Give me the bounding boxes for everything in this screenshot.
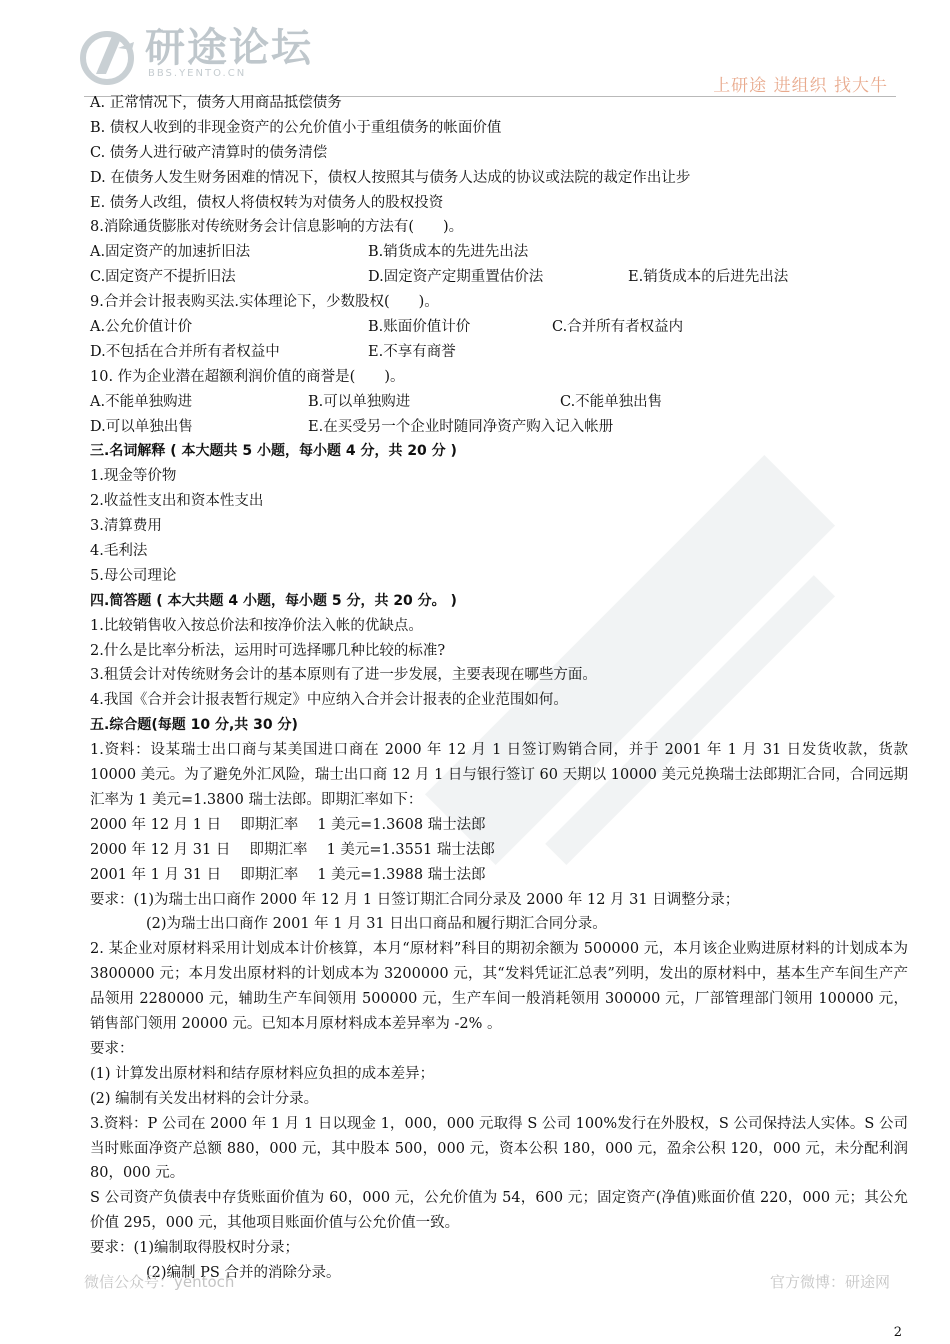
text-line: 2001 年 1 月 31 日 即期汇率 1 美元=1.3988 瑞士法郎 — [90, 866, 486, 883]
text-line: 4.毛利法 — [90, 543, 148, 560]
text-line: 3.清算费用 — [90, 518, 162, 535]
text-line — [90, 315, 908, 340]
text-line: 2000 年 12 月 31 日 即期汇率 1 美元=1.3551 瑞士法郎 — [90, 841, 495, 858]
option-text: C.固定资产不提折旧法 — [90, 269, 236, 286]
text-line: 要求： — [90, 1040, 134, 1057]
text-line: 要求：(1)编制取得股权时分录； — [90, 1240, 300, 1257]
option-text: A.不能单独购进 — [90, 393, 193, 410]
text-line — [90, 340, 908, 365]
text-line: 1.比较销售收入按总价法和按净价法入帐的优缺点。 — [90, 617, 423, 634]
text-line: 2. 某企业对原材料采用计划成本计价核算，本月“原材料”科目的期初余额为 500000 元，本月该企业购进原材料的计划成本为 3800000 元；本月发出原材料的计划成本为 3200000 元，其“发料凭证汇总表”列明，发出的原材料中，基本生产车间生产产品领用 2280000 元，辅助生产车间领用 500000 元，生产车间一般消耗领用 300000 元，厂部管理部门领用 100000 元，销售部门领用 20000 元。已知本月原材料成本差异率为 -2% 。 — [90, 941, 908, 1033]
logo-text: 研途论坛 — [145, 25, 313, 71]
option-text: E.销货成本的后进先出法 — [628, 269, 789, 286]
text-line: 2.什么是比率分析法，运用时可选择哪几种比较的标准? — [90, 642, 446, 659]
text-line: S 公司资产负债表中存货账面价值为 60，000 元，公允价值为 54，600 元；固定资产(净值)账面价值 220，000 元；其公允价值 295，000 元，其他项目账面价值与公允价值一致。 — [90, 1190, 908, 1232]
text-line — [90, 240, 908, 265]
header-slogan: 上研途 进组织 找大牛 — [713, 76, 888, 96]
yento-logo-icon — [78, 28, 140, 86]
text-line: 10. 作为企业潜在超额利润价值的商誉是( )。 — [90, 368, 405, 385]
text-line: 3.资料：P 公司在 2000 年 1 月 1 日以现金 1，000，000 元取得 S 公司 100%发行在外股权，S 公司保持法人实体。S 公司当时账面净资产总额 880，000 元，其中股本 500，000 元，资本公积 180，000 元，盈余公积 120，000 元，未分配利润 80，000 元。 — [90, 1115, 908, 1182]
text-line: 1.资料：设某瑞士出口商与某美国进口商在 2000 年 12 月 1 日签订购销合同，并于 2001 年 1 月 31 日发货收款，货款 10000 美元。为了避免外汇风险，瑞士出口商 12 月 1 日与银行签订 60 天期以 10000 美元兑换瑞士法郎期汇合同，合同远期汇率为 1 美元=1.3800 瑞士法郎。即期汇率如下： — [90, 742, 908, 808]
section-heading: 三.名词解释 ( 本大题共 5 小题，每小题 4 分，共 20 分 ) — [90, 443, 457, 460]
page-number: 2 — [893, 1325, 902, 1340]
logo-subtitle: BBS.YENTO.CN — [148, 68, 247, 79]
option-text: C.不能单独出售 — [560, 393, 663, 410]
text-line: B. 债权人收到的非现金资产的公允价值小于重组债务的帐面价值 — [90, 119, 502, 136]
text-line — [90, 265, 908, 290]
text-line: (2)为瑞士出口商作 2001 年 1 月 31 日出口商品和履行期汇合同分录。 — [146, 916, 607, 933]
text-line: 4.我国《合并会计报表暂行规定》中应纳入合并会计报表的企业范围如何。 — [90, 692, 568, 709]
footer-weibo: 官方微博：研途网 — [769, 1273, 890, 1291]
option-text: E.在买受另一个企业时随同净资产购入记入帐册 — [308, 418, 614, 435]
footer-wechat: 微信公众号：yentoch — [84, 1273, 235, 1291]
text-line: (2) 编制有关发出材料的会计分录。 — [90, 1090, 319, 1107]
text-line — [90, 415, 908, 440]
text-line: C. 债务人进行破产清算时的债务清偿 — [90, 144, 328, 161]
section-heading: 四.简答题 ( 本大共题 4 小题，每小题 5 分，共 20 分。 ) — [90, 592, 457, 609]
option-text: B.账面价值计价 — [368, 319, 471, 336]
option-text: E.不享有商誉 — [368, 343, 456, 360]
text-line — [90, 390, 908, 415]
option-text: B.可以单独购进 — [308, 393, 411, 410]
text-line: (1) 计算发出原材料和结存原材料应负担的成本差异； — [90, 1065, 435, 1082]
text-line: A. 正常情况下，债务人用商品抵偿债务 — [90, 95, 342, 111]
text-line: 要求：(1)为瑞士出口商作 2000 年 12 月 1 日签订期汇合同分录及 2000 年 12 月 31 日调整分录； — [90, 891, 740, 908]
option-text: D.可以单独出售 — [90, 418, 193, 435]
option-text: A.固定资产的加速折旧法 — [90, 244, 251, 261]
text-line: 5.母公司理论 — [90, 567, 177, 584]
text-line: E. 债务人改组，债权人将债权转为对债务人的股权投资 — [90, 194, 444, 211]
option-text: A.公允价值计价 — [90, 319, 193, 336]
option-text: B.销货成本的先进先出法 — [368, 244, 529, 261]
text-line: D. 在债务人发生财务困难的情况下，债权人按照其与债务人达成的协议或法院的裁定作出让步 — [90, 169, 691, 186]
text-line: 2.收益性支出和资本性支出 — [90, 493, 264, 510]
text-line: 2000 年 12 月 1 日 即期汇率 1 美元=1.3608 瑞士法郎 — [90, 816, 486, 833]
option-text: D.固定资产定期重置估价法 — [368, 269, 544, 286]
section-heading: 五.综合题(每题 10 分,共 30 分) — [90, 717, 298, 734]
page-header — [0, 0, 950, 100]
document-body — [90, 91, 908, 1286]
text-line: 3.租赁会计对传统财务会计的基本原则有了进一步发展，主要表现在哪些方面。 — [90, 667, 597, 684]
text-line: 1.现金等价物 — [90, 468, 177, 485]
text-line: 9.合并会计报表购买法.实体理论下，少数股权( )。 — [90, 294, 439, 311]
option-text: C.合并所有者权益内 — [552, 319, 684, 336]
option-text: D.不包括在合并所有者权益中 — [90, 343, 280, 360]
text-line: 8.消除通货膨胀对传统财务会计信息影响的方法有( )。 — [90, 219, 464, 236]
text-line: (2)编制 PS 合并的消除分录。 — [146, 1265, 341, 1282]
